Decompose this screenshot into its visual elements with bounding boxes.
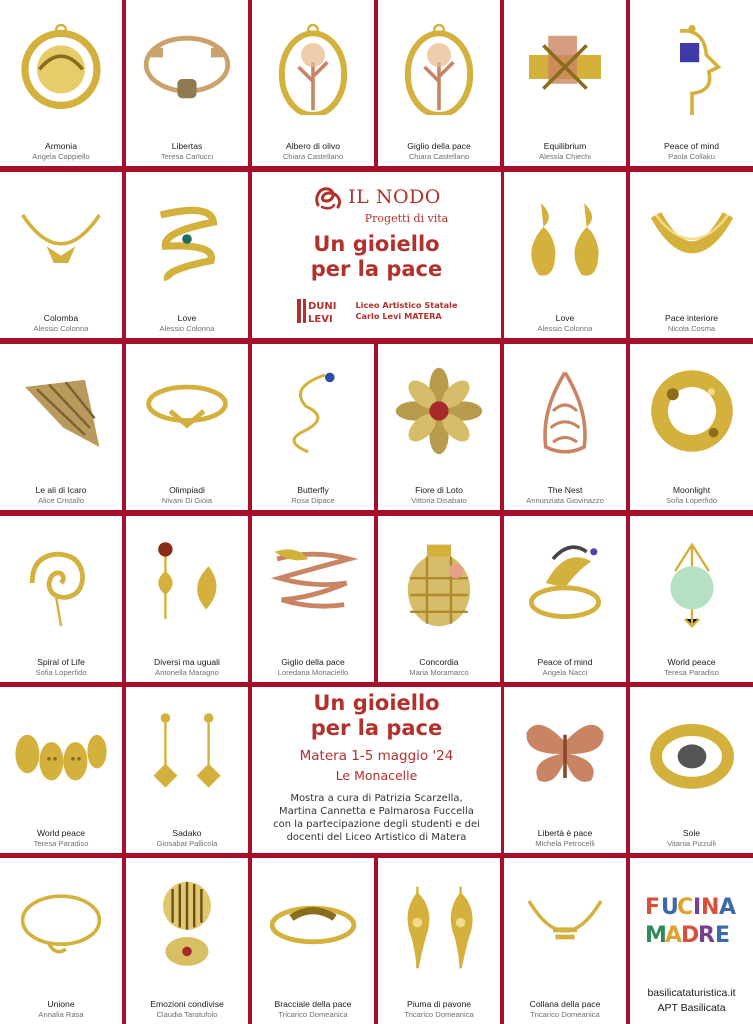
jewelry-author: Alessia Chiechi <box>539 151 591 161</box>
jewelry-photo <box>504 520 626 646</box>
logo-letter: D <box>681 923 700 948</box>
jewelry-title: Sole <box>682 827 701 838</box>
jewelry-title: Collana della pace <box>529 998 601 1009</box>
description-line: docenti del Liceo Artistico di Matera <box>286 832 467 843</box>
jewelry-card <box>378 344 500 510</box>
jewelry-card <box>252 858 374 1024</box>
jewelry-card <box>0 172 122 338</box>
jewelry-caption <box>632 828 751 848</box>
jewelry-title: Moonlight <box>672 484 711 495</box>
jewelry-author: Giosabat Pallicola <box>156 838 218 848</box>
jewelry-title: Peace of mind <box>537 656 593 667</box>
jewelry-author: Alessio Colonna <box>159 323 215 333</box>
logo-letter: U <box>661 895 679 920</box>
jewelry-author: Alice Cristallo <box>38 495 84 505</box>
jewelry-caption <box>2 141 120 161</box>
jewelry-title: Giglio della pace <box>407 140 471 151</box>
school-name <box>355 300 457 321</box>
jewelry-caption <box>254 999 372 1019</box>
jewelry-title: Libertà è pace <box>537 827 593 838</box>
jewelry-card <box>630 687 753 853</box>
jewelry-photo <box>504 4 626 130</box>
logo-text: IL NODO <box>348 186 441 208</box>
grenade-icon <box>391 535 487 631</box>
jewelry-photo <box>630 348 753 474</box>
jewelry-title: Bracciale della pace <box>274 998 352 1009</box>
coil-icon <box>265 535 361 631</box>
ring-icon <box>644 706 740 802</box>
jewelry-photo <box>630 176 753 302</box>
jewelry-author: Teresa Carlucci <box>160 151 214 161</box>
jewelry-author: Claudia Taratufolo <box>156 1009 218 1019</box>
jewelry-caption <box>128 313 246 333</box>
jewelry-photo <box>252 348 374 474</box>
jewelry-author: Tricarico Domeanica <box>530 1009 600 1019</box>
jewelry-card <box>504 172 626 338</box>
jewelry-card <box>0 516 122 682</box>
jewelry-title: Olimpiadi <box>169 484 205 495</box>
jewelry-card <box>630 344 753 510</box>
jewelry-card <box>0 858 122 1024</box>
jewelry-title: Emozioni condivise <box>150 998 224 1009</box>
jewelry-caption <box>2 313 120 333</box>
jewelry-caption <box>506 828 624 848</box>
jewelry-caption <box>380 485 498 505</box>
jewelry-photo <box>252 862 374 988</box>
jewelry-author: Antonella Maragno <box>155 667 219 677</box>
jewelry-author: Sofia Loperfido <box>665 495 718 505</box>
open-bangle-icon <box>13 877 109 973</box>
jewelry-photo <box>630 520 753 646</box>
oval-pendant-icon <box>265 19 361 115</box>
jewelry-card <box>378 516 500 682</box>
jewelry-card <box>630 172 753 338</box>
jewelry-author: Sofia Loperfido <box>35 667 87 677</box>
logo-letter: N <box>701 895 720 920</box>
jewelry-card <box>504 687 626 853</box>
info-title-line2: per la pace <box>310 716 443 740</box>
jewelry-card <box>504 516 626 682</box>
jewelry-author: Teresa Paradiso <box>33 838 89 848</box>
jewelry-title: The Nest <box>547 484 583 495</box>
locket-icon <box>139 877 235 973</box>
jewelry-photo <box>378 348 500 474</box>
jewelry-caption <box>128 828 246 848</box>
jewelry-title: Concordia <box>419 656 459 667</box>
spiral-icon <box>13 535 109 631</box>
jewelry-title: Unione <box>47 998 75 1009</box>
jewelry-author: Nicola Cosma <box>667 323 716 333</box>
jewelry-card <box>378 858 500 1024</box>
jewelry-card <box>126 172 248 338</box>
butterfly-icon <box>517 706 613 802</box>
jewelry-card <box>252 344 374 510</box>
necklace-icon <box>13 191 109 287</box>
jewelry-author: Annalia Rasa <box>38 1009 84 1019</box>
logo-letter: A <box>665 923 683 948</box>
oval-pendant-icon <box>391 19 487 115</box>
description-line: con la partecipazione degli studenti e dei <box>273 819 480 830</box>
jewelry-photo <box>504 176 626 302</box>
jewelry-caption <box>128 141 246 161</box>
jewelry-author: Vittoria Disabato <box>411 495 467 505</box>
jewelry-photo <box>252 520 374 646</box>
jewelry-author: Paola Collaku <box>668 151 715 161</box>
school-block <box>252 296 501 326</box>
jewelry-caption <box>254 485 372 505</box>
jewelry-card <box>252 0 374 166</box>
jewelry-title: Equilibrium <box>543 140 587 151</box>
jewelry-caption <box>380 657 498 677</box>
jewelry-title: Pace interiore <box>664 312 719 323</box>
wing-icon <box>13 363 109 459</box>
logo-letter: F <box>645 895 661 920</box>
jewelry-photo <box>378 4 500 130</box>
jewelry-card <box>630 0 753 166</box>
duni-levi-logo-icon <box>295 296 347 326</box>
jewelry-photo <box>252 4 374 130</box>
exhibition-venue: Le Monacelle <box>335 768 418 783</box>
jewelry-photo <box>504 691 626 817</box>
jewelry-photo <box>126 176 248 302</box>
school-logo-line1: DUNI <box>308 301 337 312</box>
jewelry-author: Alessio Colonna <box>537 323 593 333</box>
jewelry-author: Teresa Paradiso <box>664 667 719 677</box>
jewelry-card <box>252 516 374 682</box>
jewelry-author: Tricarico Domeanica <box>278 1009 348 1019</box>
jewelry-title: Peace of mind <box>664 140 719 151</box>
jewelry-caption <box>254 657 372 677</box>
jewelry-author: Loredana Monaciello <box>277 667 349 677</box>
jewelry-title: Love <box>555 312 575 323</box>
jewelry-author: Tricarico Domeanica <box>404 1009 474 1019</box>
flower-icon <box>391 363 487 459</box>
fucina-madre-logo <box>643 884 743 950</box>
logo-letter: M <box>645 923 667 948</box>
globe-pendant-icon <box>644 535 740 631</box>
il-nodo-logo <box>252 184 501 210</box>
title-panel-top <box>252 172 501 338</box>
jewelry-photo <box>0 520 122 646</box>
jewelry-photo <box>0 4 122 130</box>
jewelry-caption <box>632 313 751 333</box>
logo-subtitle: Progetti di vita <box>364 212 449 225</box>
exhibition-dates: Matera 1-5 maggio '24 <box>299 748 454 764</box>
school-logo-line2: LEVI <box>308 314 334 325</box>
jewelry-author: Nivani Di Gioia <box>161 495 213 505</box>
jewelry-photo <box>0 176 122 302</box>
jewelry-caption <box>128 657 246 677</box>
jewelry-caption <box>380 999 498 1019</box>
jewelry-card <box>126 516 248 682</box>
jewelry-title: Libertas <box>171 140 203 151</box>
jewelry-photo <box>126 691 248 817</box>
jewelry-card <box>0 344 122 510</box>
jewelry-title: Giglio della pace <box>281 656 345 667</box>
jewelry-caption <box>2 657 120 677</box>
jewelry-author: Maria Moramarco <box>409 667 469 677</box>
jewelry-card <box>126 858 248 1024</box>
jewelry-card <box>504 0 626 166</box>
jewelry-photo <box>630 4 753 130</box>
jewelry-author: Alessio Colonna <box>33 323 89 333</box>
jewelry-caption <box>632 657 751 677</box>
jewelry-caption <box>254 141 372 161</box>
jewelry-caption <box>632 485 751 505</box>
jewelry-caption <box>380 141 498 161</box>
jewelry-card <box>504 344 626 510</box>
exhibition-description <box>258 792 495 844</box>
jewelry-title: Armonia <box>45 140 77 151</box>
feather-earrings-icon <box>391 877 487 973</box>
jewelry-author: Angela Nacci <box>542 667 588 677</box>
jewelry-photo <box>0 348 122 474</box>
bangle-icon <box>139 363 235 459</box>
logo-letter: C <box>677 895 694 920</box>
jewelry-caption <box>2 828 120 848</box>
jewelry-caption <box>506 141 624 161</box>
jewelry-title: Love <box>177 312 197 323</box>
jewelry-caption <box>506 485 624 505</box>
poster-title-line2: per la pace <box>310 257 443 281</box>
jewelry-photo <box>126 862 248 988</box>
jewelry-title: Albero di olivo <box>286 140 340 151</box>
jewelry-photo <box>630 691 753 817</box>
profile-pendant-icon <box>644 19 740 115</box>
logo-letter: R <box>698 923 715 948</box>
description-line: Mostra a cura di Patrizia Scarzella, <box>290 793 463 804</box>
title-panel-bottom <box>252 687 501 853</box>
school-line1: Liceo Artistico Statale <box>355 300 458 311</box>
jewelry-caption <box>506 657 624 677</box>
jewelry-photo <box>378 862 500 988</box>
jewelry-title: Sadako <box>172 827 202 838</box>
poster-title-line1: Un gioiello <box>313 232 440 256</box>
face-bracelet-icon <box>13 706 109 802</box>
description-line: Martina Cannetta e Palmarosa Fuccella <box>279 806 474 817</box>
jewelry-author: Chiara Castellano <box>408 151 470 161</box>
crane-earrings-icon <box>139 706 235 802</box>
jewelry-title: Butterfly <box>297 484 329 495</box>
jewelry-photo <box>0 862 122 988</box>
jewelry-photo <box>126 4 248 130</box>
jewelry-author: Vitania Pizzulli <box>667 838 716 848</box>
sculpture-ring-icon <box>517 535 613 631</box>
brand-footer <box>630 987 753 1014</box>
jewelry-title: Fiore di Loto <box>415 484 463 495</box>
jewelry-caption <box>128 999 246 1019</box>
jewelry-title: Piuma di pavone <box>406 998 472 1009</box>
school-line2: Carlo Levi MATERA <box>355 311 442 321</box>
jewelry-photo <box>126 520 248 646</box>
wire-pendant-icon <box>265 363 361 459</box>
jewelry-author: Chiara Castellano <box>282 151 344 161</box>
jewelry-card <box>0 687 122 853</box>
jewelry-caption <box>506 999 624 1019</box>
logo-letter: I <box>693 895 702 920</box>
jewelry-title: Le ali di Icaro <box>35 484 87 495</box>
info-title-line1: Un gioiello <box>313 691 440 715</box>
jewelry-caption <box>2 999 120 1019</box>
spiral-ring-icon <box>139 191 235 287</box>
jewelry-title: Spiral of Life <box>37 656 85 667</box>
earrings-icon <box>517 191 613 287</box>
cuff-icon <box>265 877 361 973</box>
jewelry-card <box>504 858 626 1024</box>
leaves-icon <box>139 535 235 631</box>
jewelry-photo <box>126 348 248 474</box>
jewelry-photo <box>504 862 626 988</box>
jewelry-card <box>0 0 122 166</box>
jewelry-title: World peace <box>36 827 86 838</box>
jewelry-card <box>126 344 248 510</box>
leaf-collar-icon <box>517 877 613 973</box>
brand-cell <box>630 858 753 1024</box>
jewelry-photo <box>0 691 122 817</box>
nest-icon <box>517 363 613 459</box>
logo-letter: A <box>719 895 737 920</box>
jewelry-title: World peace <box>667 656 716 667</box>
jewelry-card <box>630 516 753 682</box>
collar-icon <box>644 191 740 287</box>
jewelry-caption <box>128 485 246 505</box>
jewelry-title: Diversi ma uguali <box>154 656 220 667</box>
website-link[interactable]: basilicataturistica.it <box>647 987 736 999</box>
jewelry-author: Michela Petrocelli <box>535 838 595 848</box>
jewelry-card <box>378 0 500 166</box>
jewelry-author: Angela Cappiello <box>32 151 90 161</box>
jewelry-photo <box>378 520 500 646</box>
jewelry-caption <box>506 313 624 333</box>
jewelry-author: Rosa Dipace <box>291 495 335 505</box>
bracelet-icon <box>139 19 235 115</box>
jewelry-caption <box>2 485 120 505</box>
knot-icon <box>312 183 346 211</box>
jewelry-title: Colomba <box>43 312 79 323</box>
disc-icon <box>644 363 740 459</box>
organization-name: APT Basilicata <box>657 1002 726 1014</box>
jewelry-caption <box>632 141 751 161</box>
logo-letter: E <box>715 923 731 948</box>
round-pendant-icon <box>13 19 109 115</box>
jewelry-card <box>126 687 248 853</box>
jewelry-author: Annunziata Giovinazzo <box>526 495 604 505</box>
jewelry-photo <box>504 348 626 474</box>
jewelry-card <box>126 0 248 166</box>
geometric-brooch-icon <box>517 19 613 115</box>
